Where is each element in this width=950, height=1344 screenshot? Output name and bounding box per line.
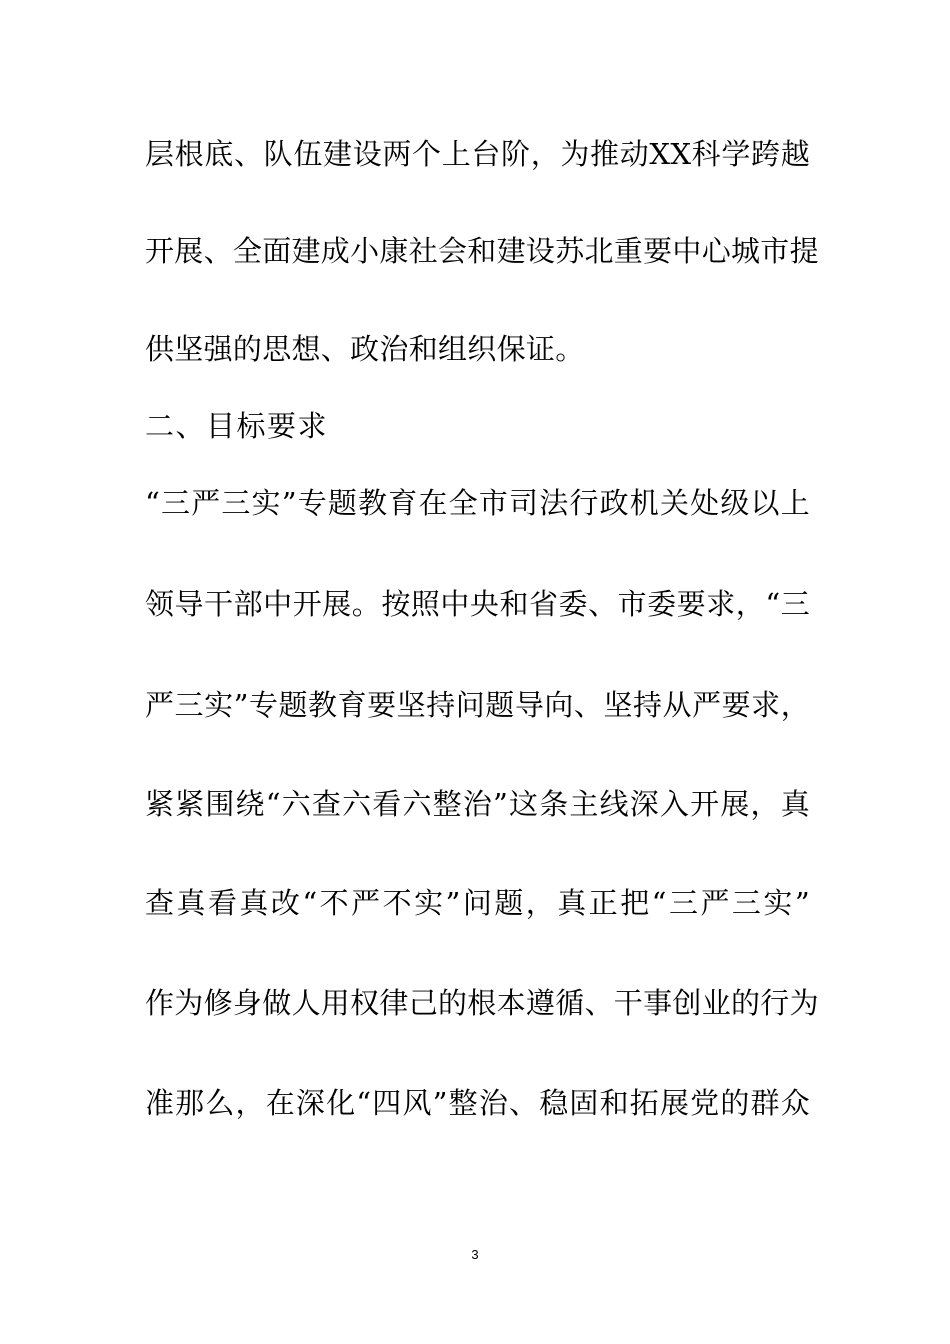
body-text-line: 紧紧围绕“六查六看六整治”这条主线深入开展，真 (145, 787, 810, 821)
body-text-line: 准那么，在深化“四风”整治、稳固和拓展党的群众 (145, 1086, 810, 1120)
body-text-line: 查真看真改“不严不实”问题，真正把“三严三实” (145, 886, 810, 920)
page-number: 3 (471, 1247, 479, 1262)
body-text-line: 严三实”专题教育要坚持问题导向、坚持从严要求， (145, 688, 810, 722)
section-heading: 二、目标要求 (145, 409, 329, 443)
body-text-line: “三严三实”专题教育在全市司法行政机关处级以上 (145, 486, 810, 520)
body-text-line: 层根底、队伍建设两个上台阶，为推动XX科学跨越 (145, 137, 810, 171)
body-text-line: 供坚强的思想、政治和组织保证。 (145, 332, 585, 366)
body-text-line: 开展、全面建成小康社会和建设苏北重要中心城市提 (145, 234, 819, 268)
body-text-line: 领导干部中开展。按照中央和省委、市委要求，“三 (145, 587, 810, 621)
body-text-line: 作为修身做人用权律己的根本遵循、干事创业的行为 (145, 986, 819, 1020)
